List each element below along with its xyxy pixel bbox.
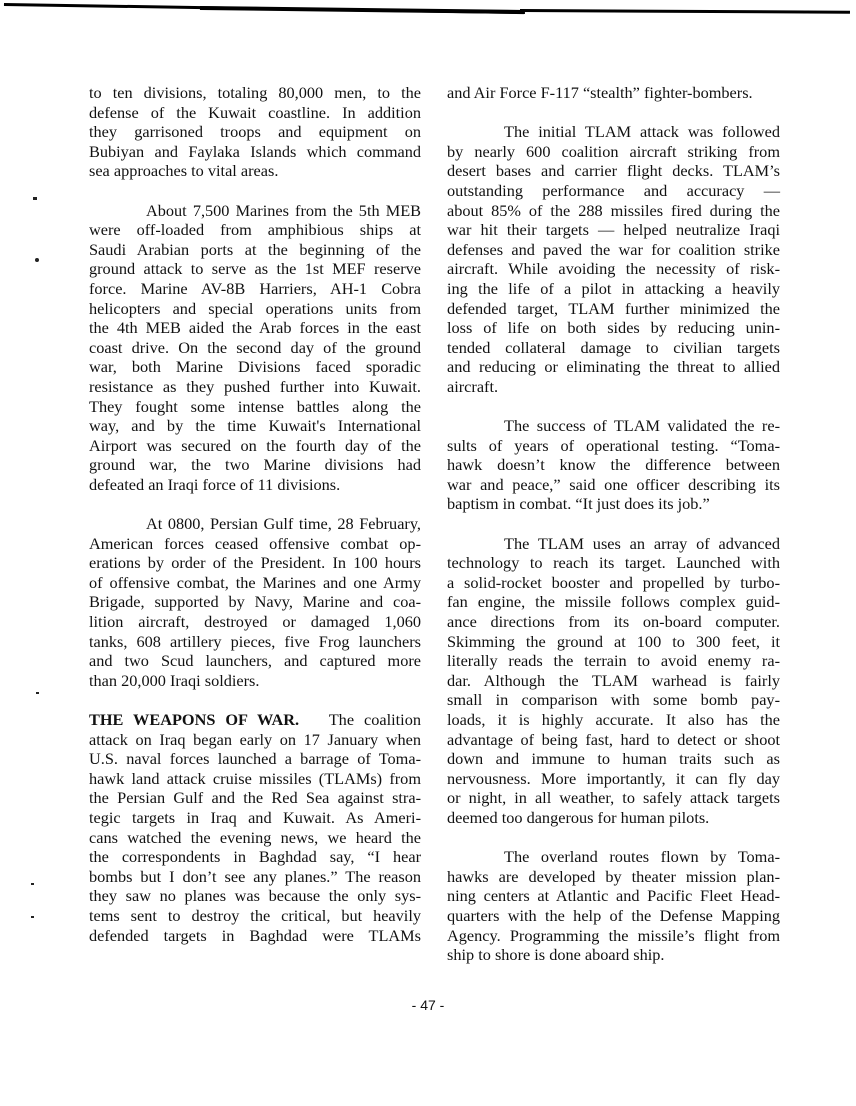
- text-line: war hit their targets — helped neutralize Iraqi: [447, 220, 780, 240]
- text-line: or night, in all weather, to safely attack targets: [447, 788, 780, 808]
- text-line: desert bases and carrier flight decks. TLAM’s: [447, 161, 780, 181]
- text-line: literally reads the terrain to avoid enemy ra-: [447, 651, 780, 671]
- text-line: The success of TLAM validated the re-: [504, 416, 780, 436]
- text-line-with-heading: [89, 710, 421, 730]
- paragraph-tlam-success: [447, 416, 780, 514]
- text-line: Bubiyan and Faylaka Islands which command: [89, 141, 421, 161]
- scan-speck: [35, 258, 39, 262]
- text-line: advantage of being fast, hard to detect or shoot: [447, 729, 780, 749]
- paragraph-ceasefire: [89, 514, 421, 690]
- scan-speck: [36, 692, 39, 694]
- text-line: sea approaches to vital areas.: [89, 161, 279, 181]
- text-line: war, both Marine Divisions faced sporadic: [89, 357, 421, 377]
- text-line: American forces ceased offensive combat op-: [89, 533, 421, 553]
- text-line: The initial TLAM attack was followed: [504, 122, 780, 142]
- text-line: hawks are developed by theater mission plan-: [447, 866, 780, 886]
- text-line: they saw no planes was because the only sys-: [89, 886, 421, 906]
- text-line: and two Scud launchers, and captured more: [89, 651, 421, 671]
- text-line: than 20,000 Iraqi soldiers.: [89, 670, 260, 690]
- text-line: ground attack to serve as the 1st MEF reserve: [89, 259, 421, 279]
- paragraph-weapons-of-war: [89, 710, 421, 945]
- paragraph-stealth-continuation: [447, 83, 780, 103]
- text-line: tegic targets in Iraq and Kuwait. As Ameri-: [89, 807, 421, 827]
- text-line: ship to shore is done aboard ship.: [447, 945, 665, 965]
- text-line: At 0800, Persian Gulf time, 28 February,: [146, 514, 421, 534]
- text-line: defense of the Kuwait coastline. In addition: [89, 102, 421, 122]
- text-line: to ten divisions, totaling 80,000 men, to the: [89, 83, 421, 102]
- text-line: technology to reach its target. Launched with: [447, 553, 780, 573]
- top-scan-border-segment: [200, 6, 525, 14]
- text-line: quarters with the help of the Defense Mapping: [447, 905, 780, 925]
- text-line: ance directions from its on-board computer.: [447, 612, 780, 632]
- text-line: fan engine, the missile follows complex guid-: [447, 592, 780, 612]
- paragraph-overland-routes: [447, 847, 780, 965]
- text-line: outstanding performance and accuracy —: [447, 180, 780, 200]
- text-line: lition aircraft, destroyed or damaged 1,060: [89, 612, 421, 632]
- text-line: down and immune to human traits such as: [447, 749, 780, 769]
- text-line: dar. Although the TLAM warhead is fairly: [447, 670, 780, 690]
- text-line: Airport was secured on the fourth day of the: [89, 435, 421, 455]
- text-line: defenses and paved the war for coalition strike: [447, 239, 780, 259]
- text-line: sults of years of operational testing. “Toma-: [447, 435, 780, 455]
- text-line: they garrisoned troops and equipment on: [89, 122, 421, 142]
- text-line: by nearly 600 coalition aircraft striking from: [447, 141, 780, 161]
- text-line: Saudi Arabian ports at the beginning of the: [89, 239, 421, 259]
- paragraph-kuwait-defense: [89, 83, 421, 181]
- text-line: tended collateral damage to civilian targets: [447, 337, 780, 357]
- top-scan-border-segment: [520, 9, 850, 14]
- scan-speck: [31, 883, 34, 885]
- text-line: They fought some intense battles along the: [89, 396, 421, 416]
- right-column: [447, 83, 780, 984]
- text-line: tanks, 608 artillery pieces, five Frog launchers: [89, 631, 421, 651]
- text-line: and reducing or eliminating the threat to allied: [447, 357, 780, 377]
- paragraph-marines-5th-meb: [89, 201, 421, 495]
- text-line: attack on Iraq began early on 17 January when: [89, 729, 421, 749]
- text-line: a solid-rocket booster and propelled by turbo-: [447, 572, 780, 592]
- text-line: nervousness. More importantly, it can fly day: [447, 768, 780, 788]
- scan-speck: [33, 197, 37, 200]
- text-line: tems sent to destroy the critical, but heavily: [89, 905, 421, 925]
- scan-speck: [31, 916, 34, 918]
- text-line: Agency. Programming the missile’s flight from: [447, 925, 780, 945]
- text-line: defeated an Iraqi force of 11 divisions.: [89, 474, 341, 494]
- section-heading: THE WEAPONS OF WAR.: [89, 710, 300, 729]
- text-line: Skimming the ground at 100 to 300 feet, it: [447, 631, 780, 651]
- text-run: The coalition: [328, 710, 421, 729]
- text-line: hawk land attack cruise missiles (TLAMs) from: [89, 768, 421, 788]
- text-line: aircraft.: [447, 376, 499, 396]
- text-line: ning centers at Atlantic and Pacific Fleet Head-: [447, 886, 780, 906]
- text-line: deemed too dangerous for human pilots.: [447, 807, 710, 827]
- text-line: hawk doesn’t know the difference between: [447, 455, 780, 475]
- text-line: The TLAM uses an array of advanced: [504, 533, 780, 553]
- page-number: - 47 -: [411, 997, 445, 1013]
- text-line: helicopters and special operations units from: [89, 298, 421, 318]
- text-line: small in comparison with some bomb pay-: [447, 690, 780, 710]
- text-line: were off-loaded from amphibious ships at: [89, 220, 421, 240]
- left-column: [89, 83, 421, 965]
- text-line: About 7,500 Marines from the 5th MEB: [146, 200, 421, 220]
- text-line: baptism in combat. “It just does its job.”: [447, 494, 710, 514]
- text-line: war and peace,” said one officer describing its: [447, 474, 780, 494]
- text-line: bombs but I don’t see any planes.” The reason: [89, 866, 421, 886]
- text-line: loads, it is highly accurate. It also has the: [447, 710, 780, 729]
- paragraph-tlam-technology: [447, 534, 780, 828]
- text-line: and Air Force F-117 “stealth” fighter-bombers.: [447, 83, 753, 102]
- text-line: force. Marine AV-8B Harriers, AH-1 Cobra: [89, 278, 421, 298]
- text-line: The overland routes flown by Toma-: [504, 847, 780, 867]
- text-line: loss of life on both sides by reducing unin-: [447, 318, 780, 338]
- text-line: U.S. naval forces launched a barrage of Toma-: [89, 749, 421, 769]
- text-line: of offensive combat, the Marines and one Army: [89, 572, 421, 592]
- text-line: ground war, the two Marine divisions had: [89, 455, 421, 475]
- text-line: ing the life of a pilot in attacking a heavily: [447, 278, 780, 298]
- text-line: defended targets in Baghdad were TLAMs: [89, 925, 421, 945]
- text-line: the correspondents in Baghdad say, “I hear: [89, 847, 421, 867]
- paragraph-initial-tlam-attack: [447, 122, 780, 396]
- text-line: defended target, TLAM further minimized the: [447, 298, 780, 318]
- text-line: the Persian Gulf and the Red Sea against stra-: [89, 788, 421, 808]
- text-line: about 85% of the 288 missiles fired during the: [447, 200, 780, 220]
- text-line: aircraft. While avoiding the necessity of risk-: [447, 259, 780, 279]
- text-line: Brigade, supported by Navy, Marine and coa-: [89, 592, 421, 612]
- text-line: coast drive. On the second day of the ground: [89, 337, 421, 357]
- text-line: the 4th MEB aided the Arab forces in the east: [89, 318, 421, 338]
- text-line: erations by order of the President. In 100 hours: [89, 553, 421, 573]
- text-line: way, and by the time Kuwait's International: [89, 416, 421, 436]
- text-line: cans watched the evening news, we heard the: [89, 827, 421, 847]
- text-line: resistance as they pushed further into Kuwait.: [89, 376, 421, 396]
